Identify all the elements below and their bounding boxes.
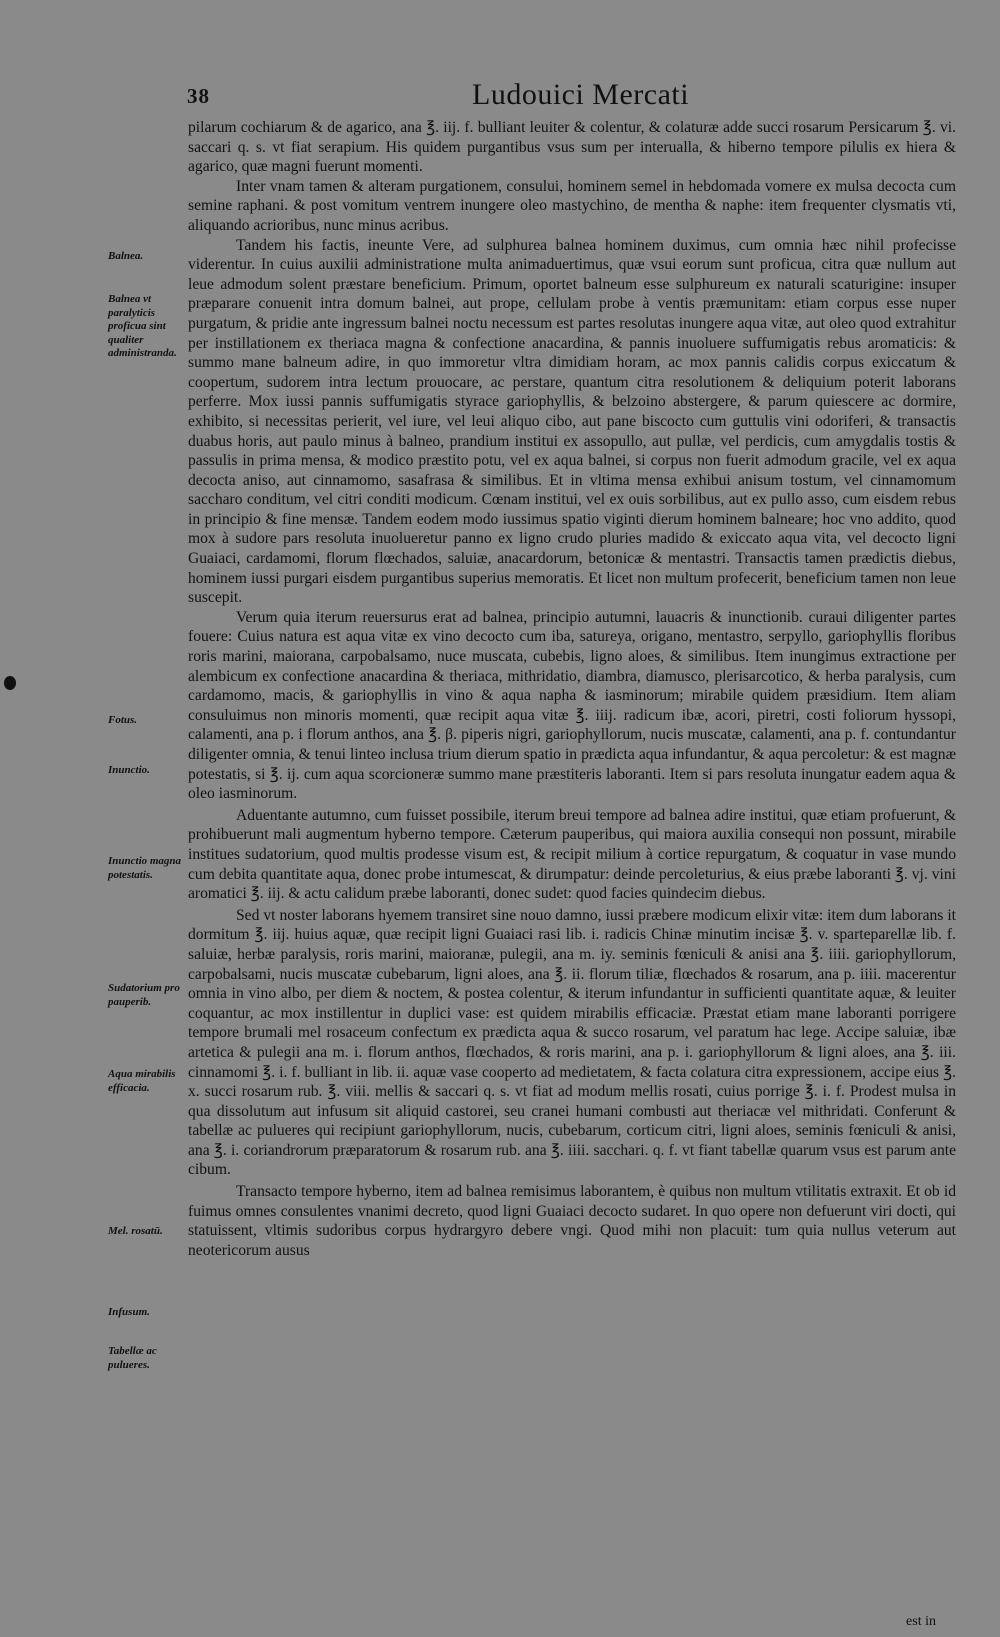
margin-note-tabellae: Tabellæ ac pulueres. xyxy=(108,1345,157,1371)
paragraph-fotus: Verum quia iterum reuersurus erat ad balnea, principio autumni, lauacris & inunctionib. curaui diligenter partes fouere: Cuius natura est aqua vitæ ex vino decocto cum iba, satureya, origano, mentastro, serpyllo, gariophyllis floribus roris marini, maiorana, carpobalsamo, nuce muscata, cubebis, ligno aloes, & similibus. Item inungimus extractione per alembicum ex confectione anacardina & theriaca, mithridatio, diambra, diamusco, plerisarcotico, & herba paralysis, cum cardamomo, macis, & gariophyllis in vino & aqua napha & iasminorum; mirabile quidem præsidium. Item aliam consuluimus non minoris momenti, quæ recipit aqua vitæ ℥. iiij. radicum ibæ, acori, piretri, costi foliorum hyssopi, calamenti, ana p. i florum anthos, ana ℥. β. piperis nigri, gariophyllorum, nucis muscatæ, calamenti, ana p. f. contundantur diligenter omnia, & tenui linteo inclusa trium dierum spatio in prædicta aqua infundantur, & aqua percoletur: & est magnæ potestatis, si ℥. ij. cum aqua scorcioneræ summo mane præstiteris laboranti. Item si pars resoluta inungatur eadem aqua & oleo iasminorum. xyxy=(188,608,956,803)
ink-blot xyxy=(4,676,16,690)
paragraph-guaiacum: Transacto tempore hyberno, item ad balnea remisimus laborantem, è quibus non multum vtilitatis extraxit. Et ob id fuimus omnes consulentes vnanimi decreto, quod ligni Guaiaci decocto sudaret. In quo opere non defuerunt viri docti, qui statuissent, vltimis sudoribus corpus hydrargyro debere vngi. Quod mihi non placuit: tum quia nullus veterum aut neotericorum ausus xyxy=(188,1183,956,1259)
margin-note-aqua-mirabilis: Aqua mirabilis efficacia. xyxy=(108,1068,176,1094)
running-title: Ludouici Mercati xyxy=(472,78,690,111)
margin-note-inunctio-magna: Inunctio magna potestatis. xyxy=(108,855,182,881)
margin-note-sudatorium: Sudatorium pro pauperib. xyxy=(108,982,180,1008)
paragraph-vomitus: Inter vnam tamen & alteram purgationem, consului, hominem semel in hebdomada vomere ex mulsa decocta cum semine raphani. & post vomitum ventrem inungere oleo mastychino, de mentha & naphe: item frequenter clysmatis vti, aliquando acrioribus, nunc minus acribus. xyxy=(188,177,956,234)
paragraph-balnea: Tandem his factis, ineunte Vere, ad sulphurea balnea hominem duximus, cum omnia hæc nihil profecisse viderentur. In cuius auxilii administratione multa animaduertimus, quæ vsui eorum sunt proficua, citra quæ nullum aut leue admodum solent præstare beneficium. Primum, oportet balneum esse sulphureum ex naturali scaturigine: insuper præparare conuenit intra domum balnei, aut prope, cellulam probe à ventis præmunitam: etiam corpus esse nuper purgatum, & pridie ante ingressum balnei noctu necessum est partes resolutas inungere aqua vitæ, aut oleo quod extrahitur per instillationem ex theriaca magna & confectione anacardina, & pannis inuoluere suffumigatis rebus aromaticis: & summo mane balneum adire, in quo immoretur vltra dimidiam horam, ac mox pannis calidis corpus exiccatum & coopertum, sudorem intra lectum prouocare, ac perstare, quantum citra resolutionem & deliquium poterit laborans perferre. Mox iussi pannis suffumigatis styrace gariophyllis, & belzoino abstergere, & parum quiescere ac dormire, exhibito, si necessitas perierit, vel iure, vel leui aliquo cibo, aut pane biscocto cum guttulis vini odoriferi, & transactis duabus horis, aut paulo minus à balneo, prandium institui ex assopullo, aut pullæ, vel perdicis, cum amygdalis tostis & passulis in prima mensa, & modico præstito potu, vel ex aqua balnei, si corpus non fuerit admodum gracile, vel ex aqua decocta aniso, aut cinnamomo, sasafrasa & similibus. Et in vltima mensa exhibui anisum tostum, vel cinnamomum saccharo conditum, vel citri conditi modicum. Cœnam institui, vel ex ouis sorbilibus, aut ex pullo asso, cum eisdem rebus in principio & fine mensæ. Tandem eodem modo iussimus spatio viginti dierum hominem balneare; hoc vno addito, quod mox à sudore pars resoluta inuolueretur panno ex ligno crudo pluries madido & exiccato aqua vita, vel decocto ligni Guaiaci, cardamomi, florum flœchados, saluiæ, anacardorum, betonicæ & mentastri. Transactis tamen prædictis diebus, hominem iussi purgari eisdem purgantibus superius memoratis. Et licet non multum profecerit, beneficium tamen non leue suscepit. xyxy=(188,236,956,607)
margin-note-fotus: Fotus. xyxy=(108,714,138,726)
margin-note-mel-rosatum: Mel. rosatū. xyxy=(108,1225,163,1237)
margin-note-infusum: Infusum. xyxy=(108,1306,150,1318)
main-text xyxy=(188,118,956,1260)
margin-note-balnea: Balnea. xyxy=(108,250,144,262)
margin-note-inunctio: Inunctio. xyxy=(108,764,150,776)
catchword: est in xyxy=(906,1614,936,1629)
paragraph-hyems: Sed vt noster laborans hyemem transiret sine nouo damno, iussi præbere modicum elixir vitæ: item dum laborans it dormitum ℥. iij. huius aquæ, quæ recipit ligni Guaiaci rasi lib. i. radicis Chinæ minutim incisæ ℥. v. sparteparellæ lib. f. saluiæ, herbæ paralysis, roris marini, maioranæ, pulegii, ana m. iy. seminis fœniculi & anisi ana ℥. iiii. gariophyllorum, carpobalsami, nucis muscatæ cubebarum, ligni aloes, ana ℥. ii. florum tiliæ, flœchados & rosarum, ana p. iiii. macerentur omnia in vino albo, per diem & noctem, & postea colentur, & iterum infundantur in sufficienti quantitate aquæ, & leuiter coquantur, ac mox instillentur in duplici vase: est quidem mirabilis efficaciæ. Præstat etiam mane laboranti porrigere tempore brumali mel rosaceum confectum ex prædicta aqua & succo rosarum, vel paratum hac lege. Accipe saluiæ, ibæ artetica & pulegii ana m. i. florum anthos, flœchados, & roris marini, ana p. i. gariophyllorum & ligni aloes, ana ℥. iii. cinnamomi ℥. i. f. bulliant in lib. ii. aquæ vase cooperto ad medietatem, & facta colatura citra expressionem, accipe eius ℥. x. succi rosarum rub. ℥. viii. mellis & saccari q. s. vt fiat ad modum mellis rosati, cuius porrige ℥. i. f. Prodest mulsa in qua dissolutum aut infusum sit aliquid castorei, seu cranei humani combusti aut theriacæ vel mithridati. Conferunt & tabellæ ac pulueres qui recipiunt gariophyllorum, nucis, cubebarum, corticum citri, ligni aloes, seminis fœniculi & anisi, ana ℥. i. coriandrorum præparatorum & rosarum rub. ana ℥. iiii. sacchari. q. f. vt fiant tabellæ quarum vsus est parum ante cibum. xyxy=(188,906,956,1179)
paragraph-continuation: pilarum cochiarum & de agarico, ana ℥. iij. f. bulliant leuiter & colentur, & colaturæ adde succi rosarum Persicarum ℥. vi. saccari q. s. vt fiat serapium. His quidem purgantibus vsus sum per interualla, & hiberno tempore pilulis ex hiera & agarico, quæ magni fuerunt momenti. xyxy=(188,119,956,176)
margin-note-balnea-paralyticis: Balnea vt paralyticis proficua sint qualiter administranda. xyxy=(108,293,177,359)
paragraph-autumnus: Aduentante autumno, cum fuisset possibile, iterum breui tempore ad balnea adire institui, quæ etiam profuerunt, & prohibuerunt mali augmentum hyberno tempore. Cæterum pauperibus, qui maiora auxilia consequi non possunt, mirabile institues sudatorium, quod multis prodesse visum est, & recipit milium à cortice repurgatum, & coquatur in vase mundo cum debita quantitate aqua, donec probe intumescat, & dirumpatur: deinde percoleturius, & eius præbe laboranti ℥. vj. vini aromatici ℥. iij. & actu calidum præbe laboranti, donec sudet: quod facies quindecim diebus. xyxy=(188,806,956,903)
page-number: 38 xyxy=(187,84,210,108)
